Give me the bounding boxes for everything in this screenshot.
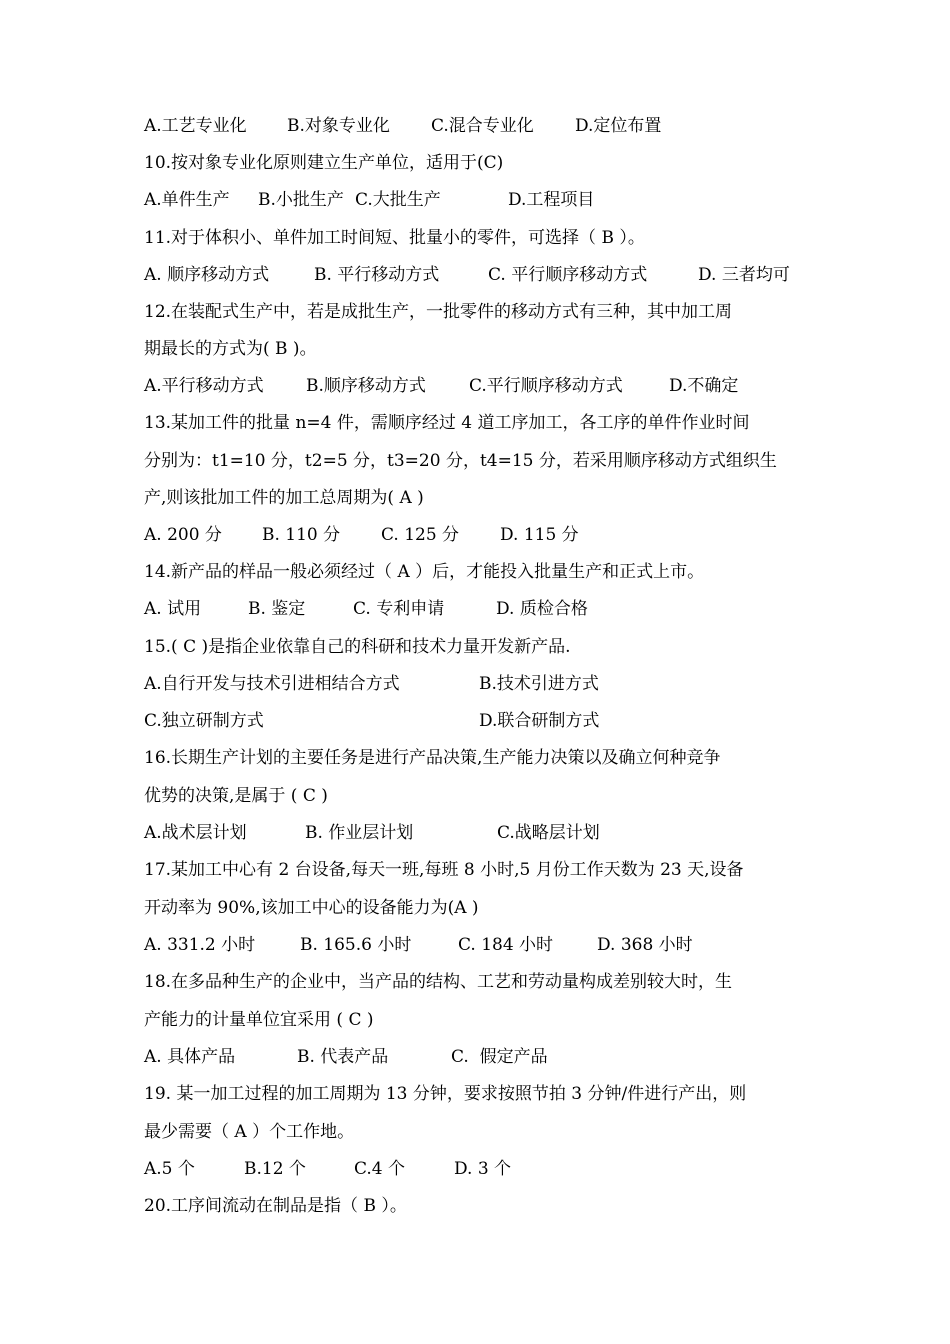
answer-option: C. 184 小时 — [458, 935, 554, 955]
answer-option: A.自行开发与技术引进相结合方式 — [144, 674, 400, 694]
answer-option: B. 作业层计划 — [305, 823, 414, 843]
text-line: 期最长的方式为( B )。 — [144, 339, 317, 359]
answer-option: A.5 个 — [144, 1159, 195, 1179]
text-line: 优势的决策,是属于 ( C ) — [144, 786, 328, 806]
answer-option: B.顺序移动方式 — [306, 376, 426, 396]
answer-option: D. 115 分 — [500, 525, 579, 545]
text-line: 18.在多品种生产的企业中，当产品的结构、工艺和劳动量构成差别较大时，生 — [144, 972, 733, 992]
answer-option: D.定位布置 — [575, 116, 662, 136]
answer-option: A. 331.2 小时 — [144, 935, 256, 955]
answer-option: B. 平行移动方式 — [314, 265, 440, 285]
answer-option: A. 具体产品 — [144, 1047, 236, 1067]
text-line: 13.某加工件的批量 n=4 件，需顺序经过 4 道工序加工，各工序的单件作业时间 — [144, 413, 750, 433]
answer-option: C.独立研制方式 — [144, 711, 264, 731]
answer-option: A. 顺序移动方式 — [144, 265, 270, 285]
answer-option: A.战术层计划 — [144, 823, 247, 843]
answer-option: C.战略层计划 — [497, 823, 600, 843]
answer-option: B. 鉴定 — [248, 599, 306, 619]
answer-option: C. 专利申请 — [353, 599, 445, 619]
answer-option: D. 三者均可 — [698, 265, 790, 285]
answer-option: B.12 个 — [244, 1159, 306, 1179]
answer-option: D. 3 个 — [454, 1159, 512, 1179]
answer-option: D.联合研制方式 — [479, 711, 600, 731]
answer-option: A.工艺专业化 — [144, 116, 247, 136]
answer-option: A.单件生产 — [144, 190, 230, 210]
answer-option: B. 165.6 小时 — [300, 935, 412, 955]
text-line: 19. 某一加工过程的加工周期为 13 分钟，要求按照节拍 3 分钟/件进行产出，则 — [144, 1084, 747, 1104]
answer-option: D. 368 小时 — [597, 935, 693, 955]
text-line: 11.对于体积小、单件加工时间短、批量小的零件，可选择（ B ）。 — [144, 228, 645, 248]
answer-option: C.大批生产 — [355, 190, 441, 210]
answer-option: D. 质检合格 — [496, 599, 588, 619]
text-line: 15.( C )是指企业依靠自己的科研和技术力量开发新产品. — [144, 637, 571, 657]
text-line: 16.长期生产计划的主要任务是进行产品决策,生产能力决策以及确立何种竞争 — [144, 748, 721, 768]
answer-option: C. 平行顺序移动方式 — [488, 265, 648, 285]
answer-option: C. 125 分 — [381, 525, 460, 545]
answer-option: B.对象专业化 — [287, 116, 390, 136]
text-line: 分别为：t1=10 分，t2=5 分，t3=20 分，t4=15 分，若采用顺序移动方式组织生 — [144, 451, 777, 471]
text-line: 20.工序间流动在制品是指（ B ）。 — [144, 1196, 407, 1216]
answer-option: A. 试用 — [144, 599, 202, 619]
answer-option: B.小批生产 — [258, 190, 344, 210]
text-line: 17.某加工中心有 2 台设备,每天一班,每班 8 小时,5 月份工作天数为 23 天,设备 — [144, 860, 744, 880]
text-line: 产,则该批加工件的加工总周期为( A ) — [144, 488, 424, 508]
answer-option: D.工程项目 — [508, 190, 595, 210]
answer-option: B. 代表产品 — [297, 1047, 389, 1067]
answer-option: C.平行顺序移动方式 — [469, 376, 623, 396]
answer-option: C. 假定产品 — [451, 1047, 548, 1067]
answer-option: D.不确定 — [669, 376, 739, 396]
text-line: 开动率为 90%,该加工中心的设备能力为(A ) — [144, 898, 479, 918]
text-line: 12.在装配式生产中，若是成批生产，一批零件的移动方式有三种，其中加工周 — [144, 302, 733, 322]
answer-option: C.混合专业化 — [431, 116, 534, 136]
answer-option: A.平行移动方式 — [144, 376, 264, 396]
text-line: 14.新产品的样品一般必须经过（ A ）后，才能投入批量生产和正式上市。 — [144, 562, 705, 582]
answer-option: C.4 个 — [354, 1159, 406, 1179]
answer-option: B.技术引进方式 — [479, 674, 599, 694]
answer-option: A. 200 分 — [144, 525, 222, 545]
answer-option: B. 110 分 — [262, 525, 341, 545]
text-line: 最少需要（ A ）个工作地。 — [144, 1122, 355, 1142]
text-line: 产能力的计量单位宜采用 ( C ) — [144, 1010, 374, 1030]
text-line: 10.按对象专业化原则建立生产单位，适用于(C) — [144, 153, 504, 173]
